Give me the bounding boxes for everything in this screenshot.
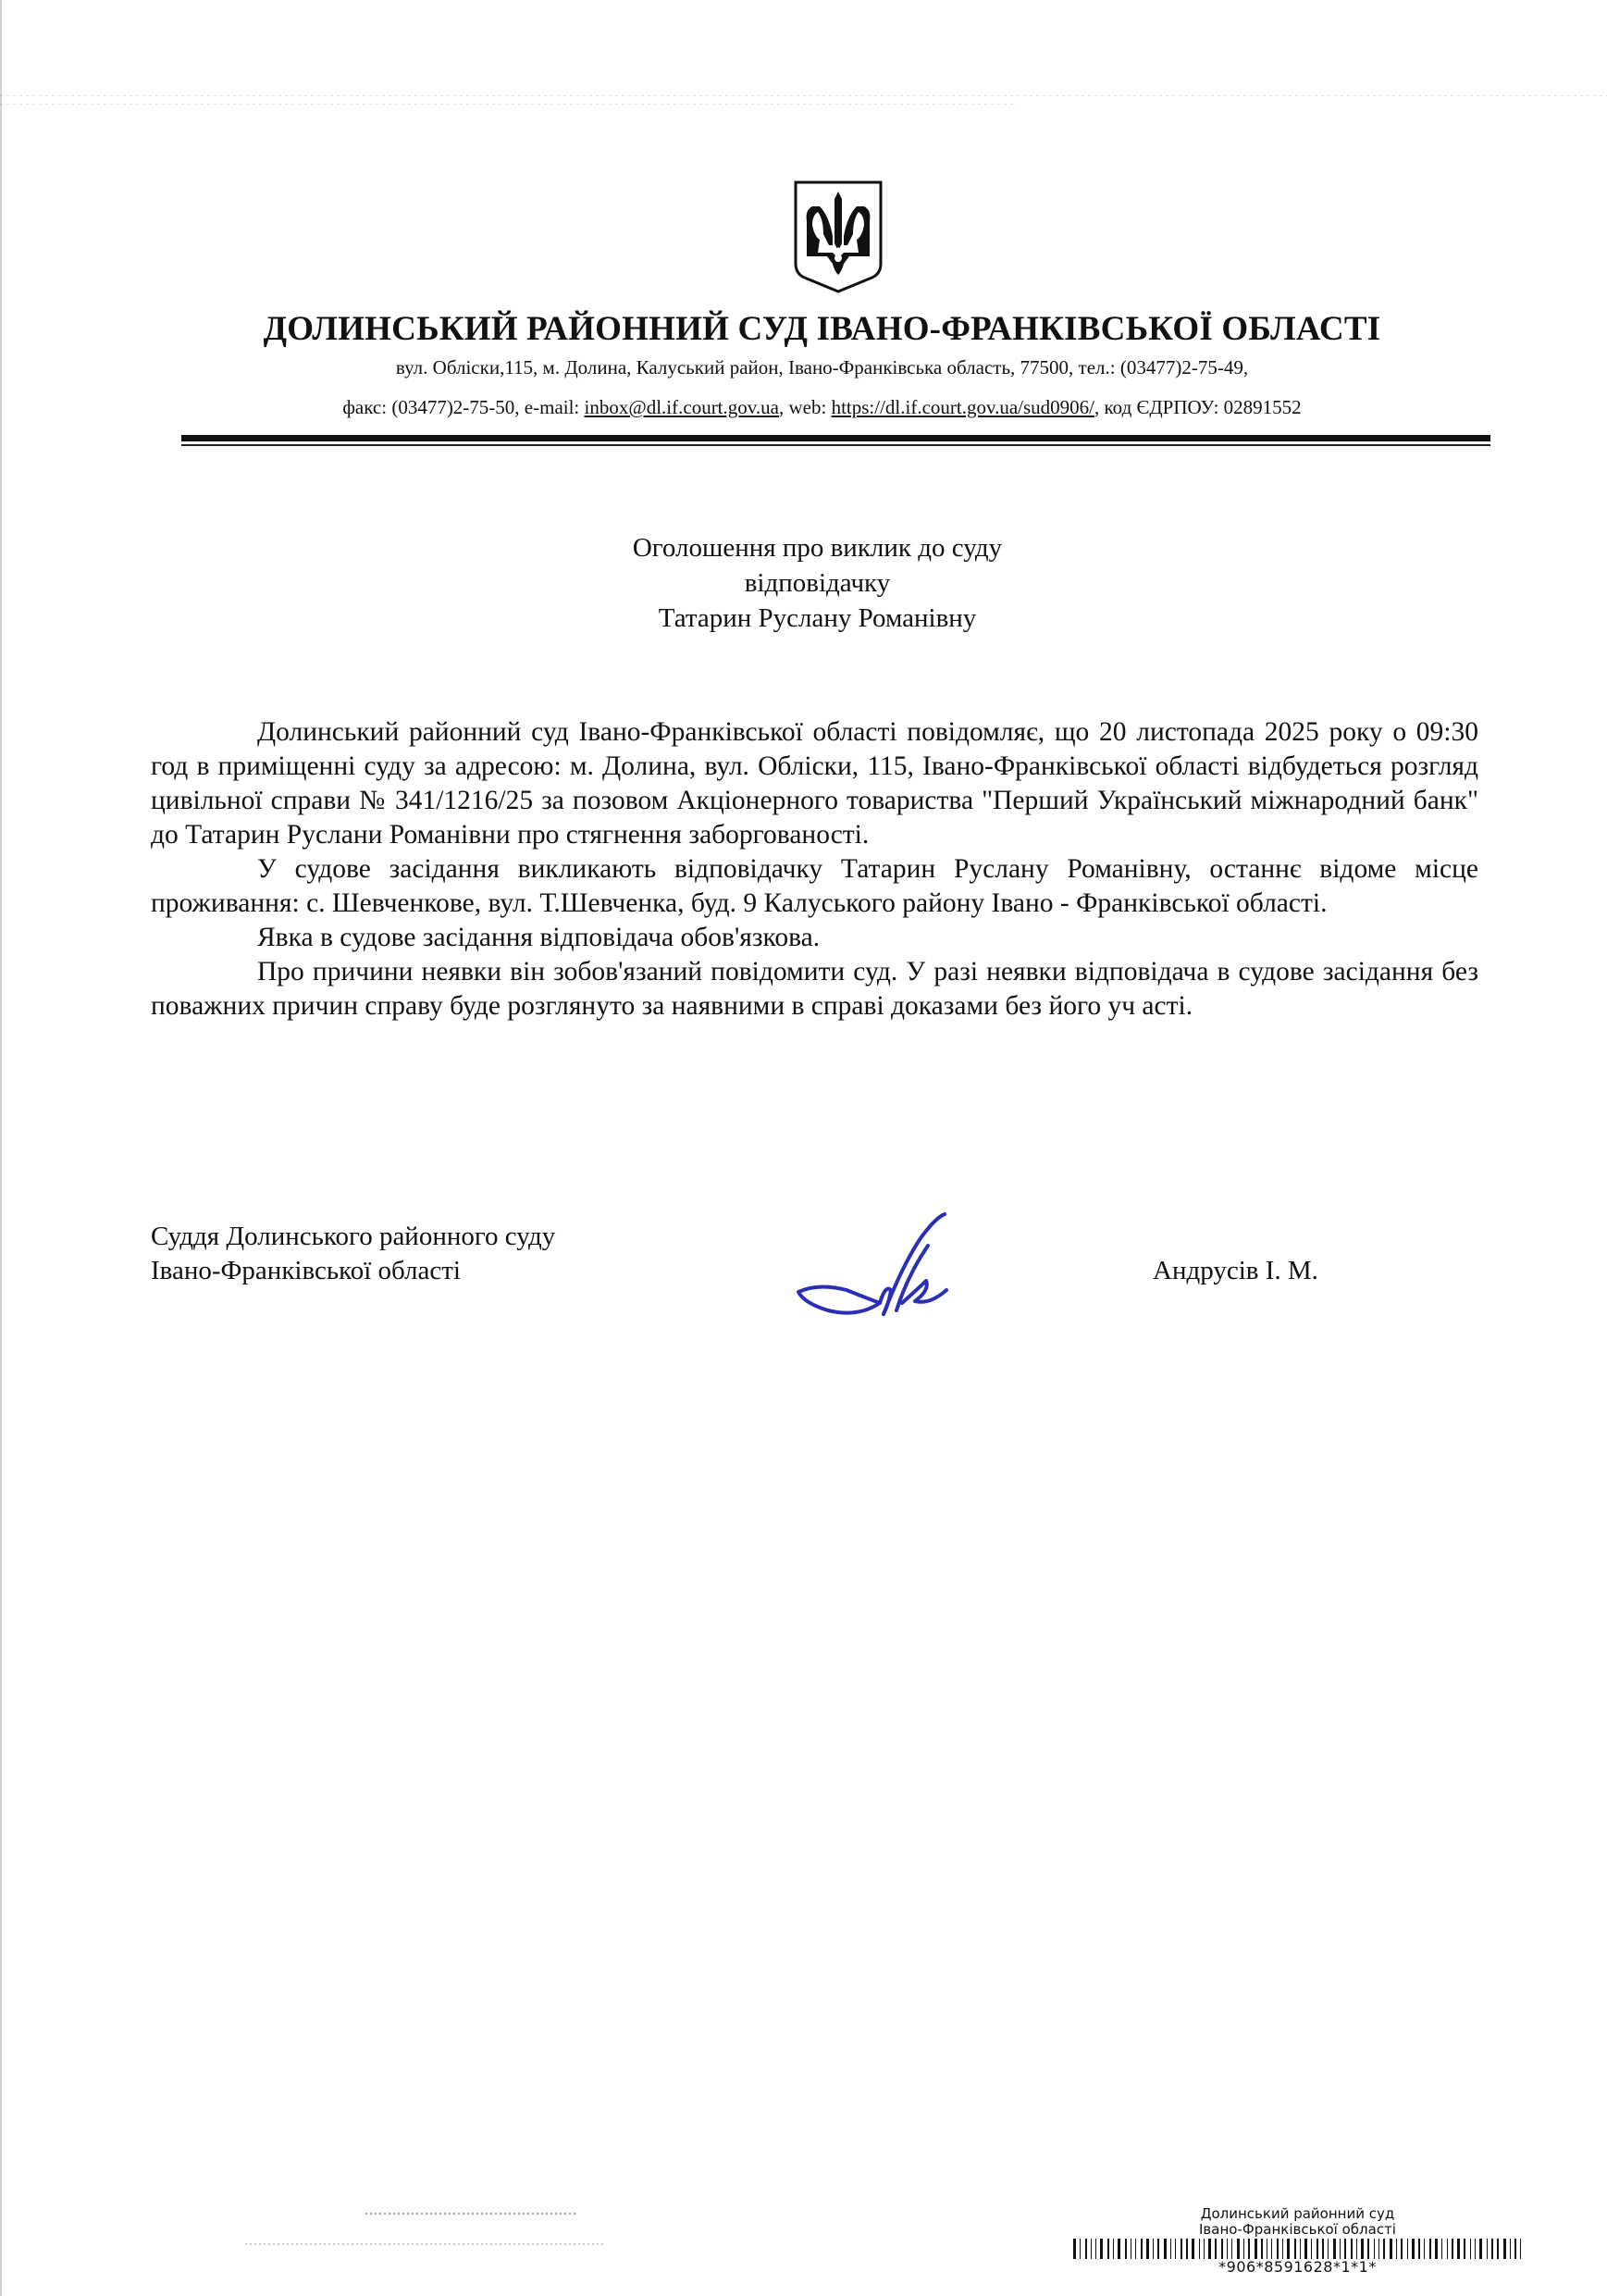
header-divider-thick: [181, 435, 1490, 441]
judge-position-line: Івано-Франківської області: [151, 1256, 461, 1285]
scan-line-artifact: [0, 95, 1607, 96]
paragraph-hearing-info: Долинський районний суд Івано-Франківської області повідомляє, що 20 листопада 2025 року о 09:30 год в приміщенні суду за адресою: м. Долина, вул. Обліски, 115, Івано-Франківської області відбудеться розгляд цивільної справи № 341/1216/25 за позовом Акціонерного товариства "Перший Український міжнародний банк" до Татарин Руслани Романівни про стягнення заборгованості.: [151, 717, 1478, 850]
notice-title-line: Оголошення про виклик до суду: [632, 533, 1003, 563]
paragraph-absence-notice: Про причини неявки він зобов'язаний повідомити суд. У разі неявки відповідача в судове засідання без поважних причин справу буде розглянуто за наявними в справі доказами без його уч асті.: [151, 957, 1478, 1021]
defendant-name: Татарин Руслану Романівну: [658, 603, 977, 633]
paragraph-summons: У судове засідання викликають відповідачку Татарин Руслану Романівну, останнє відоме місце проживання: с. Шевченкове, вул. Т.Шевченка, буд. 9 Калуського району Івано - Франківської області.: [151, 854, 1478, 918]
ukraine-coat-of-arms-icon: [792, 179, 884, 294]
scan-line-artifact: [0, 104, 1018, 105]
barcode-number: *906*8591628*1*1*: [1218, 2258, 1377, 2276]
header-divider-thin: [181, 444, 1490, 446]
barcode-icon: [1073, 2239, 1522, 2259]
notice-title-line: відповідачку: [744, 568, 891, 598]
email-link[interactable]: inbox@dl.if.court.gov.ua: [584, 396, 779, 418]
court-address: вул. Обліски,115, м. Долина, Калуський район, Івано-Франківська область, 77500, тел.: (03477)2-75-49,: [395, 356, 1249, 379]
handwritten-signature-icon: [791, 1201, 967, 1326]
judge-name: Андрусів І. М.: [1153, 1256, 1318, 1285]
stamp-court-name: Долинський районний суд: [1200, 2205, 1395, 2222]
notice-title: [0, 530, 1607, 636]
scan-residue: [365, 2213, 578, 2215]
edrpou-code: , код ЄДРПОУ: 02891552: [1094, 396, 1302, 418]
judge-position-line: Суддя Долинського районного суду: [151, 1222, 556, 1251]
judge-position: [151, 1220, 555, 1288]
stamp-region: Івано-Франківської області: [1199, 2221, 1396, 2238]
court-name-heading: ДОЛИНСЬКИЙ РАЙОННИЙ СУД ІВАНО-ФРАНКІВСЬКОЇ ОБЛАСТІ: [263, 310, 1381, 348]
notice-body: [151, 715, 1478, 1024]
registry-stamp: [1073, 2206, 1522, 2276]
website-link[interactable]: https://dl.if.court.gov.ua/sud0906/: [831, 396, 1095, 418]
court-contacts: [0, 396, 1607, 419]
web-label: , web:: [778, 396, 832, 418]
paragraph-attendance: Явка в судове засідання відповідача обов'язкова.: [257, 923, 821, 952]
scan-residue: [245, 2243, 606, 2245]
fax-label: факс: (03477)2-75-50, e-mail:: [342, 396, 585, 418]
